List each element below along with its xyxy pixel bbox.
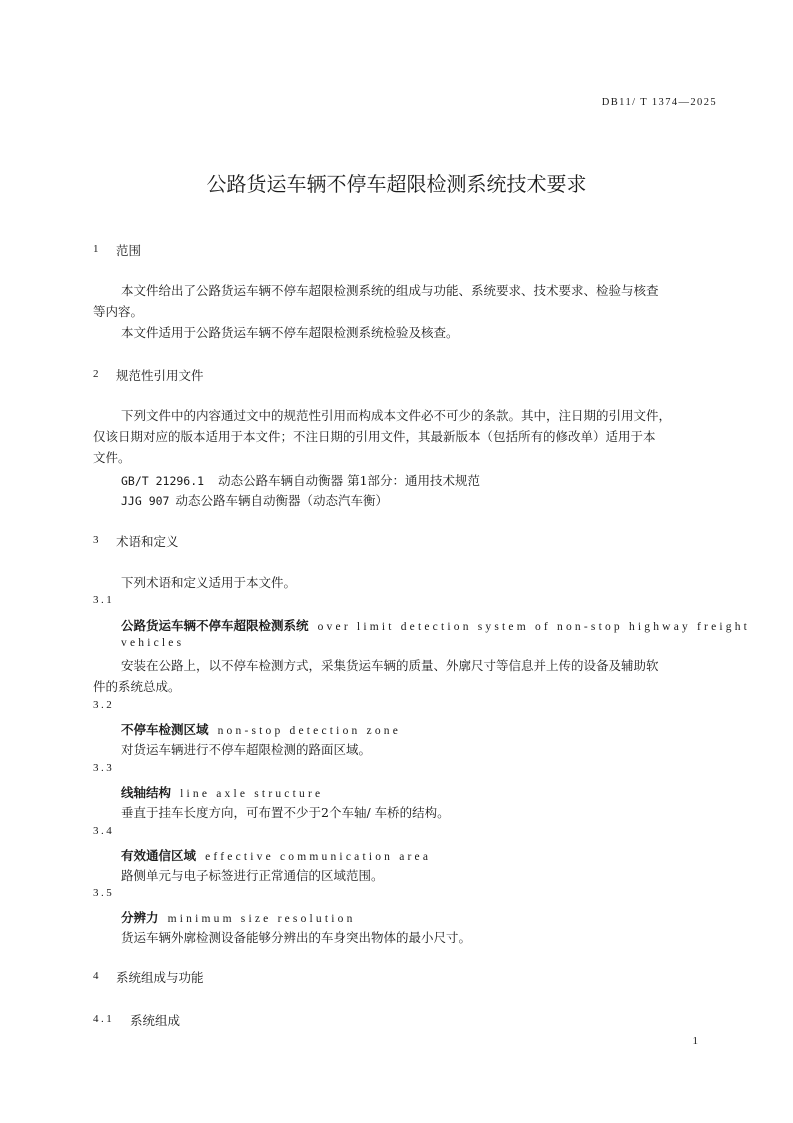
term-entry xyxy=(121,719,401,738)
section-heading: 范围 xyxy=(116,243,142,258)
term-entry xyxy=(121,845,431,864)
term-name: 分辨力 xyxy=(121,910,159,925)
reference-code: JJG 907 xyxy=(121,494,170,508)
term-definition: 垂直于挂车长度方向，可布置不少于2个车轴/ 车桥的结构。 xyxy=(121,805,450,820)
paragraph-line: 仅该日期对应的版本适用于本文件；不注日期的引用文件，其最新版本（包括所有的修改单）适用于本 xyxy=(93,429,656,444)
term-entry xyxy=(121,907,356,926)
section-number: 3 xyxy=(93,534,99,546)
page-title: 公路货运车辆不停车超限检测系统技术要求 xyxy=(206,172,587,196)
term-definition: 件的系统总成。 xyxy=(93,679,181,694)
term-name: 有效通信区域 xyxy=(121,848,197,863)
section-heading: 术语和定义 xyxy=(116,534,179,549)
reference-item xyxy=(121,470,480,489)
term-definition: 安装在公路上，以不停车检测方式，采集货运车辆的质量、外廓尺寸等信息并上传的设备及辅助软 xyxy=(121,658,659,673)
term-entry xyxy=(121,615,750,634)
term-english: effective communication area xyxy=(205,851,432,863)
document-code: DB11/ T 1374—2025 xyxy=(601,97,717,108)
reference-title: 动态公路车辆自动衡器 第1部分：通用技术规范 xyxy=(218,473,481,488)
term-english: over limit detection system of non-stop highway freight xyxy=(317,621,751,633)
reference-item xyxy=(121,490,388,509)
term-number: 3.5 xyxy=(93,887,115,899)
term-entry xyxy=(121,782,323,801)
term-english: non-stop detection zone xyxy=(217,725,402,737)
paragraph-line: 本文件适用于公路货运车辆不停车超限检测系统检验及核查。 xyxy=(121,325,459,340)
section-number: 4 xyxy=(93,970,99,982)
term-definition: 路侧单元与电子标签进行正常通信的区域范围。 xyxy=(121,868,384,883)
paragraph-line: 等内容。 xyxy=(93,304,144,319)
subsection-number: 4.1 xyxy=(93,1013,115,1025)
reference-title: 动态公路车辆自动衡器（动态汽车衡） xyxy=(175,493,388,508)
term-number: 3.2 xyxy=(93,699,115,711)
section-number: 2 xyxy=(93,368,99,380)
term-number: 3.3 xyxy=(93,762,115,774)
paragraph-line: 下列术语和定义适用于本文件。 xyxy=(121,575,297,590)
reference-code: GB/T 21296.1 xyxy=(121,474,205,488)
section-heading: 系统组成与功能 xyxy=(116,970,204,985)
term-definition: 对货运车辆进行不停车超限检测的路面区域。 xyxy=(121,742,372,757)
term-english: line axle structure xyxy=(180,788,324,800)
term-number: 3.1 xyxy=(93,594,115,606)
term-name: 公路货运车辆不停车超限检测系统 xyxy=(121,618,309,633)
section-heading: 规范性引用文件 xyxy=(116,368,204,383)
page-number: 1 xyxy=(692,1035,698,1047)
paragraph-line: 文件。 xyxy=(93,450,131,465)
term-name: 不停车检测区域 xyxy=(121,722,209,737)
term-english: minimum size resolution xyxy=(167,913,356,925)
section-number: 1 xyxy=(93,243,99,255)
subsection-heading: 系统组成 xyxy=(130,1013,181,1028)
paragraph-line: 下列文件中的内容通过文中的规范性引用而构成本文件必不可少的条款。其中，注日期的引用文件， xyxy=(121,408,672,423)
term-number: 3.4 xyxy=(93,825,115,837)
paragraph-line: 本文件给出了公路货运车辆不停车超限检测系统的组成与功能、系统要求、技术要求、检验与核查 xyxy=(121,283,659,298)
term-english: vehicles xyxy=(121,637,185,649)
term-definition: 货运车辆外廓检测设备能够分辨出的车身突出物体的最小尺寸。 xyxy=(121,930,472,945)
term-name: 线轴结构 xyxy=(121,785,172,800)
